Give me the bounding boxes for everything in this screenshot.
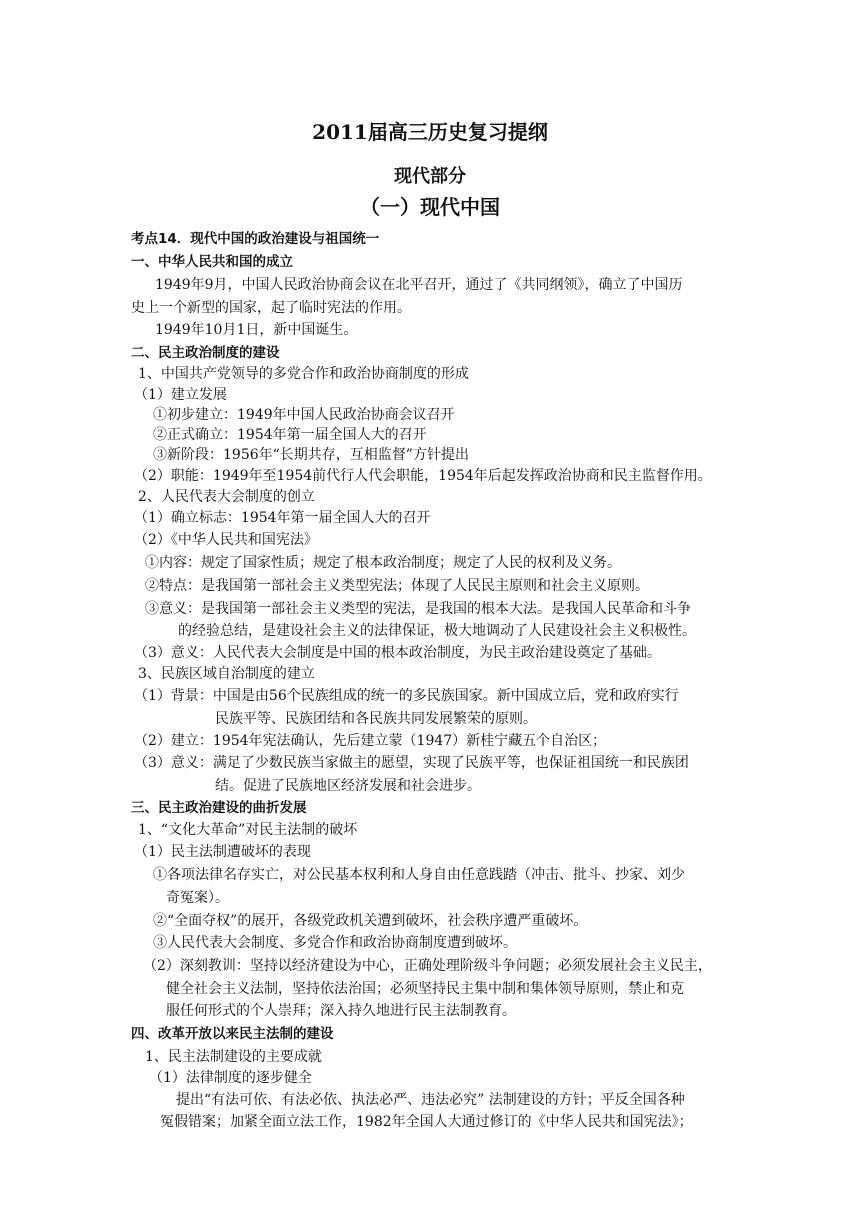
section-title: （一）现代中国 [360, 195, 500, 219]
document-title: 2011届高三历史复习提纲 [312, 120, 548, 144]
text-line: 1、“文化大革命”对民主法制的破坏 [138, 822, 358, 838]
text-line: 民族平等、民族团结和各民族共同发展繁荣的原则。 [215, 711, 537, 727]
text-line: （1）民主法制遭破坏的表现 [134, 844, 311, 860]
text-line: （1）确立标志：1954年第一届全国人大的召开 [134, 510, 431, 526]
text-line: 1949年9月，中国人民政治协商会议在北平召开，通过了《共同纲领》，确立了中国历 [155, 277, 683, 293]
text-line: 3、民族区域自治制度的建立 [138, 666, 315, 682]
text-line: ②正式确立：1954年第一届全国人大的召开 [153, 427, 427, 443]
text-line: 史上一个新型的国家，起了临时宪法的作用。 [131, 300, 411, 316]
text-line: 2、人民代表大会制度的创立 [138, 489, 315, 505]
text-line: （2）《中华人民共和国宪法》 [134, 532, 318, 548]
text-line: ②特点：是我国第一部社会主义类型宪法；体现了人民民主原则和社会主义原则。 [145, 578, 649, 594]
heading-3: 三、民主政治建设的曲折发展 [131, 800, 307, 816]
text-line: （1）建立发展 [134, 387, 227, 403]
text-line: （1）法律制度的逐步健全 [149, 1070, 312, 1086]
text-line: 1、民主法制建设的主要成就 [145, 1049, 322, 1065]
text-line: ③人民代表大会制度、多党合作和政治协商制度遭到破坏。 [153, 935, 517, 951]
text-line: （3）意义：人民代表大会制度是中国的根本政治制度，为民主政治建设奠定了基础。 [134, 645, 661, 661]
text-line: 奇冤案）。 [166, 890, 229, 906]
text-line: 服任何形式的个人崇拜；深入持久地进行民主法制教育。 [166, 1003, 516, 1019]
text-line: （1）背景：中国是由56个民族组成的统一的多民族国家。新中国成立后，党和政府实行 [134, 688, 679, 704]
text-line: （3）意义：满足了少数民族当家做主的愿望，实现了民族平等，也保证祖国统一和民族团 [134, 755, 689, 771]
heading-4: 四、改革开放以来民主法制的建设 [131, 1026, 334, 1042]
text-line: 结。促进了民族地区经济发展和社会进步。 [215, 778, 481, 794]
text-line: 冤假错案；加紧全面立法工作，1982年全国人大通过修订的《中华人民共和国宪法》； [160, 1114, 693, 1130]
text-line: 1、中国共产党领导的多党合作和政治协商制度的形成 [138, 366, 469, 382]
part-title: 现代部分 [394, 166, 466, 187]
topic-heading: 考点14．现代中国的政治建设与祖国统一 [131, 231, 380, 247]
text-line: ①初步建立：1949年中国人民政治协商会议召开 [153, 407, 455, 423]
text-line: 的经验总结，是建设社会主义的法律保证，极大地调动了人民建设社会主义积极性。 [178, 623, 696, 639]
heading-2: 二、民主政治制度的建设 [131, 345, 280, 361]
text-line: （2）深刻教训：坚持以经济建设为中心，正确处理阶级斗争问题；必须发展社会主义民主， [143, 958, 712, 974]
text-line: ①内容：规定了国家性质；规定了根本政治制度；规定了人民的权利及义务。 [145, 555, 621, 571]
text-line: ③新阶段：1956年“长期共存，互相监督”方针提出 [153, 447, 469, 463]
text-line: 1949年10月1日，新中国诞生。 [155, 322, 358, 338]
text-line: （2）职能：1949年至1954前代行人代会职能，1954年后起发挥政治协商和民主监督作用。 [134, 468, 712, 484]
text-line: 健全社会主义法制，坚持依法治国；必须坚持民主集中制和集体领导原则，禁止和克 [166, 981, 684, 997]
text-line: ③意义：是我国第一部社会主义类型的宪法，是我国的根本大法。是我国人民革命和斗争 [145, 601, 691, 617]
text-line: （2）建立：1954年宪法确认，先后建立蒙（1947）新桂宁藏五个自治区； [134, 733, 607, 749]
heading-1: 一、中华人民共和国的成立 [131, 254, 293, 270]
text-line: 提出“有法可依、有法必依、执法必严、违法必究” 法制建设的方针；平反全国各种 [176, 1092, 685, 1108]
text-line: ②“全面夺权”的展开，各级党政机关遭到破坏，社会秩序遭严重破坏。 [153, 913, 588, 929]
text-line: ①各项法律名存实亡，对公民基本权利和人身自由任意践踏（冲击、批斗、抄家、刘少 [153, 867, 685, 883]
